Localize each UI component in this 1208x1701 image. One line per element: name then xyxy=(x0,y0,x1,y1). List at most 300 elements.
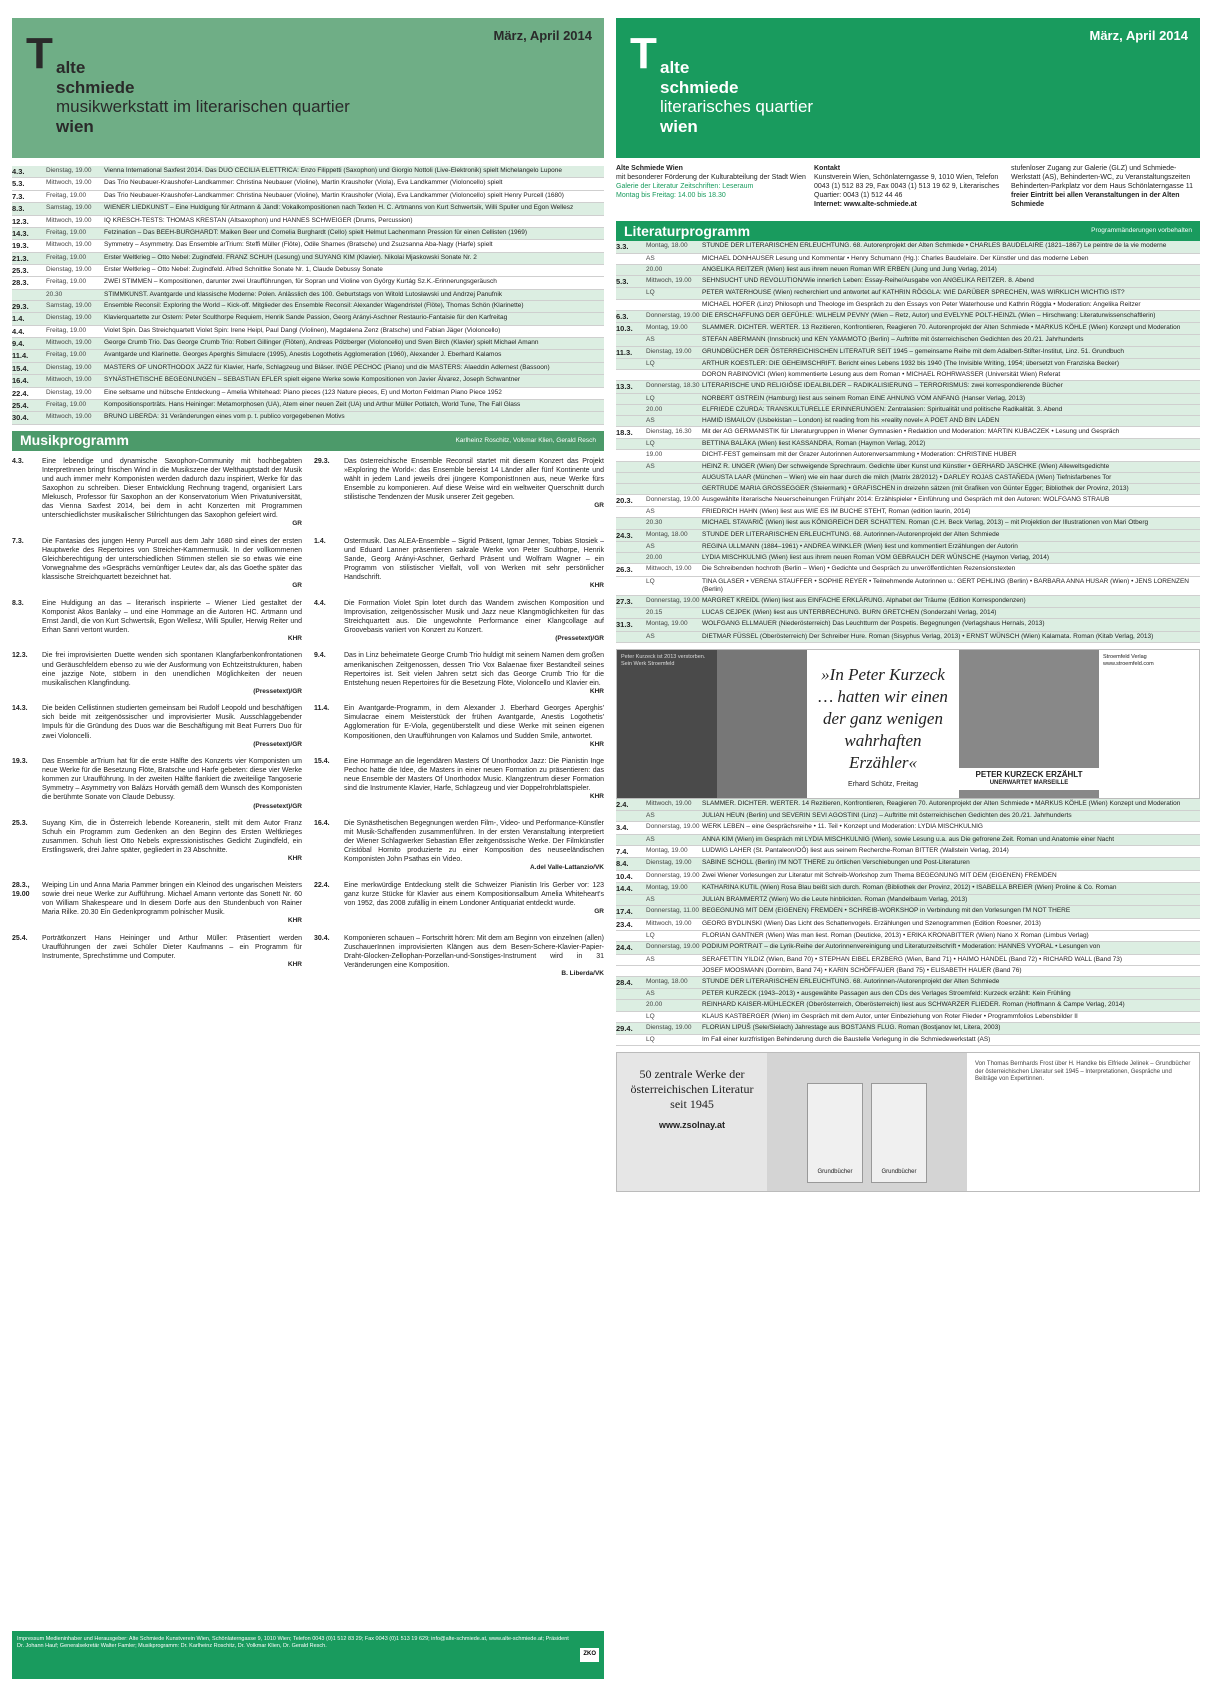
literature-date: 8.4. xyxy=(616,859,629,869)
description-initials: A.del Valle-Lattanzio/VK xyxy=(529,864,604,872)
literature-row xyxy=(616,955,1200,966)
event-date: 8.3. xyxy=(12,204,25,214)
literature-time: AS xyxy=(646,508,655,516)
event-text: Fetzination – Das BEEH-BURGHARDT: Maiken Beer und Cornelia Burghardt (Cello) spielt Helmut Lachenmann Pression für einen Cellisten (1969) xyxy=(104,228,528,236)
literature-date xyxy=(616,812,646,820)
literature-date: 20.3. xyxy=(616,495,633,505)
literature-row xyxy=(616,1000,1200,1011)
literature-row xyxy=(616,427,1200,439)
event-time: Dienstag, 19.00 xyxy=(46,388,92,396)
literature-date: 6.3. xyxy=(616,311,629,321)
description-initials: (Pressetext)/GR xyxy=(253,740,302,748)
literature-date: 3.3. xyxy=(616,242,629,252)
literature-time xyxy=(646,371,702,379)
literature-text: DICHT-FEST gemeinsam mit der Grazer Autorinnen Autorenversammlung • Moderation: CHRISTINE HUBER xyxy=(702,451,1017,459)
literature-time: LQ xyxy=(646,932,655,940)
literature-text: Mit der AG GERMANISTIK für Literaturgruppen in Wiener Gymnasien • Redaktion und Moderation: MARTIN KUBACZEK • Lesung und Gespräch xyxy=(702,427,1120,435)
info-block xyxy=(616,158,1200,215)
literature-time xyxy=(646,474,702,482)
description-body xyxy=(344,599,604,644)
event-date: 28.3. xyxy=(12,278,29,288)
literature-date xyxy=(616,371,646,379)
literature-time: AS xyxy=(646,812,655,820)
literature-text: MICHAEL DONHAUSER Lesung und Kommentar • Henry Schumann (Hg.): Charles Baudelaire. Der Künstler und das moderne Leben xyxy=(702,254,1089,262)
description-body xyxy=(42,537,302,591)
event-text: Kompositionsporträts. Hans Heininger: Metamorphosen (UA), Atem einer neuen Zeit (UA) und Arthur Müller Potlatch, World Tune, The Fall Glass xyxy=(104,400,521,408)
event-text: Vienna International Saxfest 2014. Das DUO CECILIA ELETTRICA: Enzo Filippetti (Saxophon) und Giorgio Nottoli (Live-Elektronik) spielt Michelangelo Lupone xyxy=(104,167,563,174)
literature-text: SLAMMER. DICHTER. WERTER. 14 Rezitieren, Konfrontieren, Reagieren 70. Autorenprojekt der Alten Schmiede • MARKUS KÖHLE (Wien) Konzept und Moderation xyxy=(702,799,1181,807)
masthead-line3: literarisches quartier xyxy=(660,97,814,117)
kurzeck-ad xyxy=(616,649,1200,799)
event-text: Eine seltsame und hübsche Entdeckung – Amelia Whitehead: Piano pieces (123 Nature pieces, E) und Morton Feldman Piano Piece 1952 xyxy=(104,388,502,396)
literature-date: 23.4. xyxy=(616,919,633,929)
event-row xyxy=(12,375,604,387)
literature-row xyxy=(616,619,1200,631)
literature-row xyxy=(616,564,1200,576)
literature-row xyxy=(616,883,1200,895)
imprint-logos xyxy=(580,1636,599,1674)
literature-time: Donnerstag, 19.00 xyxy=(646,311,700,319)
info-contact: Kunstverein Wien, Schönlaterngasse 9, 1010 Wien, Telefon 0043 (1) 512 83 29, Fax 0043 (1) 513 19 62 9, Literarisches Quartier: 0043 (1) 512 44 46 xyxy=(814,174,1000,200)
literature-date xyxy=(616,990,646,998)
event-time: Dienstag, 19.00 xyxy=(46,363,92,371)
description-text: Eine Huldigung an das – literarisch inspirierte – Wiener Lied gestaltet der Komponist Akos Banlaky – und eine Hommage an die Autoren HC. Artmann und Ernst Jandl, die von Kurt Schwertsik, Egon Wellesz, Willi Spuller, Herwig Reiter und Erhan Sanri vertont wurden. xyxy=(42,599,302,634)
literature-date xyxy=(616,519,646,527)
literature-date xyxy=(616,451,646,459)
event-date: 1.4. xyxy=(12,314,25,324)
logo-t: T xyxy=(26,29,53,78)
literature-text: STUNDE DER LITERARISCHEN ERLEUCHTUNG. 68. Autorenprojekt der Alten Schmiede • CHARLES BAUDELAIRE (1821–1867) Le peintre de la vie moderne xyxy=(702,242,1167,250)
literature-time: Donnerstag, 18.30 xyxy=(646,382,700,390)
literature-text: LUCAS CEJPEK (Wien) liest aus UNTERBRECHUNG. BURN GRETCHEN (Sonderzahl Verlag, 2014) xyxy=(702,609,997,617)
event-text: Klavierquartette zur Ostern: Peter Sculthorpe Requiem, Henrik Sande Passion, Georg Arányi-Aschner Restaurio-Fantaisie für den Karfreitag xyxy=(104,314,508,322)
literature-row xyxy=(616,254,1200,265)
literature-row xyxy=(616,276,1200,288)
literature-text: HAMID ISMAILOV (Usbekistan – London) ist reading from his »reality novel« A POET AND BIN LADEN xyxy=(702,416,1000,424)
description-text: Das in Linz beheimatete George Crumb Trio huldigt mit seinem Namen dem großen amerikanischen Zeitgenossen, dessen Trio Vox Balaenae fixer Bestandteil seines Repertoires ist. Seit vielen Jahren setzt sich das George Crumb Trio für die Entstehung neuen Repertoires für die Besetzung Flöte, Violoncello und Klavier ein. xyxy=(344,652,604,687)
literature-date: 5.3. xyxy=(616,277,629,287)
description-text: Die frei improvisierten Duette wenden sich spontanen Klangfarbenkonfrontationen und Geräuschfeldern ebenso zu wie der Ausformung von Echtzeitstrukturen, haben eine jazzige Note, stöbern in den unendlichen Möglichkeiten der neuen musikalischen Klangfindung. xyxy=(42,652,302,687)
event-time: Dienstag, 19.00 xyxy=(46,314,92,322)
event-time: Mittwoch, 19.00 xyxy=(46,413,92,421)
literature-time xyxy=(646,967,702,975)
literature-text: JULIAN BRAMMERTZ (Wien) Wo die Leute hinblickten. Roman (Mandelbaum Verlag, 2013) xyxy=(702,896,968,904)
masthead-title xyxy=(56,58,350,136)
event-date: 4.3. xyxy=(12,167,25,176)
description-date: 16.4. xyxy=(314,819,330,827)
masthead-date: März, April 2014 xyxy=(1089,28,1188,43)
literature-date: 13.3. xyxy=(616,382,633,392)
ad2-title: 50 zentrale Werke der österreichischen Literatur seit 1945 xyxy=(630,1067,754,1112)
event-date: 19.3. xyxy=(12,241,29,251)
literature-row xyxy=(616,359,1200,370)
literature-time: Montag, 18.00 xyxy=(646,530,688,538)
event-row xyxy=(12,290,604,301)
literature-section-bar xyxy=(616,221,1200,241)
literature-text: NORBERT GSTREIN (Hamburg) liest aus seinem Roman EINE AHNUNG VOM ANFANG (Hanser Verlag, 2013) xyxy=(702,394,1026,402)
literature-time: Montag, 18.00 xyxy=(646,242,688,250)
literature-text: STEFAN ABERMANN (Innsbruck) und KEN YAMAMOTO (Berlin) – Auftritte mit österreichischen Gedichten des 20./21. Jahrhunderts xyxy=(702,336,1084,344)
literature-date xyxy=(616,836,646,844)
literature-time: AS xyxy=(646,955,655,963)
music-descriptions xyxy=(12,457,604,979)
event-text: George Crumb Trio. Das George Crumb Trio: Robert Gillinger (Flöten), Andreas Pölzberger (Violoncello) und Sven Birch (Klavier) spielt Michael Amann xyxy=(104,339,539,346)
description-item xyxy=(12,819,302,873)
literature-text: ARTHUR KOESTLER: DIE GEHEIMSCHRIFT. Bericht eines Lebens 1932 bis 1940 (The Invisible Writing, 1954; übersetzt von Franziska Becker) xyxy=(702,359,1120,367)
literature-time: Montag, 19.00 xyxy=(646,883,688,891)
music-masthead xyxy=(12,18,604,158)
event-date: 11.4. xyxy=(12,351,29,361)
event-time: Mittwoch, 19.00 xyxy=(46,376,92,384)
literature-date xyxy=(616,578,646,594)
literature-text: SEHNSUCHT UND REVOLUTION/Wie innerlich Leben: Essay-Reihe/Ausgabe von ANGELIKA REITZER. 8. Abend xyxy=(702,277,1034,285)
event-row xyxy=(12,412,604,424)
description-initials: KHR xyxy=(589,793,604,801)
event-time: Freitag, 19.00 xyxy=(46,191,87,199)
literature-row xyxy=(616,931,1200,942)
description-initials: GR xyxy=(594,908,604,916)
literature-time: Mittwoch, 19.00 xyxy=(646,799,692,807)
description-initials: KHR xyxy=(287,960,302,968)
literature-text: FLORIAN GANTNER (Wien) Was man liest. Roman (Deuticke, 2013) • ERIKA KRONABITTER (Wien) Nano X Roman (Limbus Verlag) xyxy=(702,932,1089,940)
description-text: Ein Avantgarde-Programm, in dem Alexander J. Eberhard Georges Aperghis' Simulacrae einem Meisterstück der frühen Avantgarde, Anestis Logothetis' Agglomeration für E-Viola, gegenüberstellt und diese Werke mit seinen eigenen Kompositionen, den Uraufführungen von Kalamos und Sudden Smile, antwortet. xyxy=(344,705,604,740)
literature-time: Dienstag, 19.00 xyxy=(646,1023,692,1031)
literature-text: ANNA KIM (Wien) im Gespräch mit LYDIA MISCHKULNIG (Wien), sowie Lesung u.a. aus Die gefrorene Zeit. Roman und Anatomie einer Nacht xyxy=(702,835,1115,843)
literature-time: Mittwoch, 19.00 xyxy=(646,919,692,927)
music-event-list xyxy=(12,166,604,425)
literature-row xyxy=(616,846,1200,858)
section-title: Musikprogramm xyxy=(20,431,129,448)
literature-row xyxy=(616,966,1200,977)
literature-text: WERK LEBEN – eine Gesprächsreihe • 11. Teil • Konzept und Moderation: LYDIA MISCHKULNIG xyxy=(702,823,983,831)
literature-time: LQ xyxy=(646,440,655,448)
event-date: 25.3. xyxy=(12,266,29,275)
literature-row xyxy=(616,799,1200,811)
literature-text: Die Schreibenden hochroth (Berlin – Wien) • Gedichte und Gespräch zu unveröffentlichten Rezensionstexten xyxy=(702,565,1016,573)
description-body xyxy=(344,457,604,529)
literature-row xyxy=(616,608,1200,619)
literature-time: AS xyxy=(646,990,655,998)
literature-row xyxy=(616,919,1200,931)
description-date: 28.3., 19.00 xyxy=(12,881,30,898)
music-section-bar xyxy=(12,431,604,451)
literature-text: BETTINA BALÀKA (Wien) liest KASSANDRA, Roman (Haymon Verlag, 2012) xyxy=(702,440,926,448)
event-row xyxy=(12,178,604,190)
literature-row xyxy=(616,906,1200,918)
literature-time: LQ xyxy=(646,289,655,297)
event-date: 4.4. xyxy=(12,326,25,336)
description-date: 12.3. xyxy=(12,652,28,660)
event-row xyxy=(12,326,604,338)
event-time: Freitag, 19.00 xyxy=(46,228,87,236)
event-row xyxy=(12,228,604,240)
info-org: Alte Schmiede Wien xyxy=(616,165,683,172)
event-date: 5.3. xyxy=(12,179,25,189)
literature-time: 20.00 xyxy=(646,554,663,562)
description-body xyxy=(344,881,604,926)
description-text: Eine lebendige und dynamische Saxophon-Community mit hochbegabten InterpretInnen bringt frischen Wind in die Musikszene der Welthauptstadt der Musik und auch immer mehr Komponisten werden dadurch dazu inspiriert, Werke für das Saxophon zu schreiben. Dieser Entwicklung Rechnung tragend, organisiert Lars Mlekusch, Professor für Saxophon an der Konservatorium Wien Privatuniversität, das Vienna Saxfest 2014, bei dem in acht Konzerten mit Programmen unterschiedlichster musikalischer Stilrichtungen das Saxophon gefeiert wird. xyxy=(42,457,302,520)
description-initials: KHR xyxy=(589,687,604,695)
literature-time: 20.00 xyxy=(646,1001,663,1009)
description-body xyxy=(344,651,604,696)
info-col-3 xyxy=(1011,164,1200,209)
literature-time: LQ xyxy=(646,577,655,585)
description-body xyxy=(42,599,302,644)
description-date: 15.4. xyxy=(314,758,330,766)
event-time: Freitag, 19.00 xyxy=(46,253,87,261)
ad2-text: Von Thomas Bernhards Frost über H. Handke bis Elfriede Jelinek – Grundbücher der österreichischen Literatur seit 1945 – Interpretationen, Gespräche und Beiträge von Expertinnen. xyxy=(975,1061,1191,1083)
literature-row xyxy=(616,370,1200,381)
literature-date xyxy=(616,360,646,368)
literature-date: 31.3. xyxy=(616,620,633,630)
description-date: 14.3. xyxy=(12,705,28,713)
ad2-url[interactable]: www.zsolnay.at xyxy=(658,1120,725,1131)
description-date: 8.3. xyxy=(12,599,24,607)
description-text: Die Fantasias des jungen Henry Purcell aus dem Jahr 1680 sind eines der ersten Hauptwerke des Repertoires von Streicher-Kammermusik. In der vollkommenen Gleichberechtigung der unterschiedlichen Stimmen stellen sie so etwas wie eine Vorwegnahme des »Gesprächs vernünftiger Leute« dar, als das Goethe später das klassische Streichquartett bezeichnet hat. xyxy=(42,537,302,582)
masthead-line3: musikwerkstatt im literarischen quartier xyxy=(56,97,350,117)
literature-date xyxy=(616,956,646,964)
literature-text: STUNDE DER LITERARISCHEN ERLEUCHTUNG. 68. Autorinnen-/Autorenprojekt der Alten Schmiede xyxy=(702,977,1000,985)
event-time: Mittwoch, 19.00 xyxy=(46,179,92,187)
literature-time: AS xyxy=(646,254,655,262)
literature-date: 18.3. xyxy=(616,427,633,437)
description-body xyxy=(42,881,302,926)
description-item xyxy=(12,651,302,696)
literature-text: DORON RABINOVICI (Wien) kommentierte Lesung aus dem Roman • MICHAEL ROHRWASSER (Universität Wien) Referat xyxy=(702,371,1061,379)
description-date: 25.4. xyxy=(12,934,28,942)
literature-date: 27.3. xyxy=(616,596,633,606)
event-text: IQ KRESCH-TESTS: THOMAS KRESTAN (Altsaxophon) und HANNES SCHWEIGER (Drums, Percussion) xyxy=(104,216,413,224)
description-text: Die beiden Cellistinnen studierten gemeinsam bei Rudolf Leopold und beschäftigen sich beide mit zeitgenössischer und improvisierter Musik. Ausschlaggebender Impuls für die Gründung des Duos war die Beschäftigung mit Beat Furrers Duo für zwei Violoncelli. xyxy=(42,705,302,740)
ad-caption xyxy=(959,768,1099,790)
literature-date: 24.4. xyxy=(616,943,633,953)
literature-row xyxy=(616,530,1200,542)
ad-far-text: Stroemfeld Verlag www.stroemfeld.com xyxy=(1103,653,1154,667)
masthead-title xyxy=(660,58,813,136)
literature-time: AS xyxy=(646,416,655,424)
description-text: Suyang Kim, die in Österreich lebende Koreanerin, stellt mit dem Autor Franz Schuh ein Programm zum Gedenken an den Beginn des Ersten Weltkrieges zusammen. Schuh liest Otto Nebels expressionistisches Gedicht Zugindfeld, ein Erstlingswerk, drei Jahre später, gegliedert in 23 Abschnitte. xyxy=(42,819,302,855)
event-text: Erster Weltkrieg – Otto Nebel: Zugindfeld. FRANZ SCHUH (Lesung) und SUYANG KIM (Klavier). Nikolai Mjaskowski Sonate Nr. 2 xyxy=(104,253,477,261)
literature-text: PETER KURZECK (1943–2013) • ausgewählte Passagen aus den CDs des Verlages Stroemfeld: Kurzeck erzählt: Kein Frühling xyxy=(702,990,1071,998)
event-row xyxy=(12,191,604,203)
literature-time: 20.00 xyxy=(646,405,663,413)
info-access: stufenloser Zugang zur Galerie (GLZ) und Schmiede-Werkstatt (AS), Behinderten-WC, zu Veranstaltungszeiten Behinderten-Parkplatz vor dem Haus Schönlaterngasse 11 xyxy=(1011,165,1193,191)
description-date: 19.3. xyxy=(12,758,28,766)
literature-time: AS xyxy=(646,896,655,904)
literature-time: AS xyxy=(646,542,655,550)
ad-left-text: Peter Kurzeck ist 2013 verstorben. Sein Werk Stroemfeld xyxy=(617,650,717,798)
literature-row xyxy=(616,596,1200,608)
literature-time: LQ xyxy=(646,1036,655,1044)
literature-text: Zwei Wiener Vorlesungen zur Literatur mit Schreib-Workshop zum Thema BEGEGNUNG MIT DEM (EIGENEN) FREMDEN xyxy=(702,871,1057,879)
description-body xyxy=(344,537,604,591)
event-text: Avantgarde und Klarinette. Georges Aperghis Simulacre (1995), Anestis Logothetis Agglomeration (1960), Alexander J. Eberhard Kalamos xyxy=(104,351,502,359)
literature-text: Im Fall einer kurzfristigen Behinderung durch die Baustelle Verlegung in die Schmiedewerkstatt (AS) xyxy=(702,1036,991,1044)
event-row xyxy=(12,363,604,375)
description-body xyxy=(344,704,604,749)
literature-date xyxy=(616,301,646,309)
literature-row xyxy=(616,439,1200,450)
literature-row xyxy=(616,518,1200,529)
description-initials: KHR xyxy=(287,917,302,925)
literature-time xyxy=(646,485,702,493)
literature-text: FRIEDRICH HAHN (Wien) liest aus WIE ES IM BUCHE STEHT, Roman (edition laurin, 2014) xyxy=(702,508,971,516)
literature-row xyxy=(616,895,1200,906)
description-item xyxy=(314,599,604,644)
description-date: 25.3. xyxy=(12,819,28,827)
masthead-line2: schmiede xyxy=(660,77,739,97)
literature-date: 28.4. xyxy=(616,977,633,987)
description-item xyxy=(12,934,302,979)
description-item xyxy=(12,537,302,591)
description-text: Ostermusik. Das ALEA-Ensemble – Sigrid Präsent, Igmar Jenner, Tobias Stosiek – und Eduard Lanner präsentieren sakrale Werke von Peter Sculthorpe, Henrik Sande, Georg Arányi-Aschner, Gerhard Präsent und Wolfram Wagner – ein Programm von stilistischer Vielfalt, voll von Werken mit sehr persönlicher Handschrift. xyxy=(344,537,604,582)
literature-time: Donnerstag, 19.00 xyxy=(646,823,700,831)
literature-text: GERTRUDE MARIA GROSSEGGER (Steiermark) • GRAFISCHEN in dreizehn sätzen (mit Grafiken von Günter Egger; Bibliothek der Provinz, 2013) xyxy=(702,484,1129,492)
description-date: 7.3. xyxy=(12,537,24,545)
literature-row xyxy=(616,462,1200,473)
literature-date xyxy=(616,406,646,414)
literature-row xyxy=(616,381,1200,393)
description-initials: KHR xyxy=(589,740,604,748)
sponsor-logo: ZKO xyxy=(580,1648,599,1662)
book-cover: Grundbücher xyxy=(871,1083,927,1183)
description-body xyxy=(42,651,302,696)
literature-time: 20.00 xyxy=(646,265,663,273)
literature-time: AS xyxy=(646,835,655,843)
masthead-date: März, April 2014 xyxy=(493,28,592,43)
literature-text: PETER WATERHOUSE (Wien) recherchiert und antwortet auf KATHRIN RÖGGLA: WIE DARÜBER SPRECHEN, WAS WIRKLICH WICHTIG IST? xyxy=(702,289,1125,297)
literature-row xyxy=(616,265,1200,276)
ad-quote xyxy=(807,650,959,798)
literature-date xyxy=(616,633,646,641)
event-row xyxy=(12,240,604,252)
event-date: 12.3. xyxy=(12,216,29,226)
literature-date xyxy=(616,609,646,617)
literature-text: WOLFGANG ELLMAUER (Niederösterreich) Das Leuchtturm der Pospetis. Begegnungen (Verlagshaus Hernals, 2013) xyxy=(702,620,1045,628)
event-time: Freitag, 19.00 xyxy=(46,351,87,359)
ad-quote-text: »In Peter Kurzeck … hatten wir einen der ganz wenigen wahrhaften Erzähler« xyxy=(818,664,948,773)
masthead-line4: wien xyxy=(56,116,94,136)
event-date: 16.4. xyxy=(12,376,29,386)
masthead-line4: wien xyxy=(660,116,698,136)
literature-date xyxy=(616,896,646,904)
description-item xyxy=(314,457,604,529)
literature-time: Donnerstag, 11.00 xyxy=(646,907,699,915)
literature-time: Montag, 19.00 xyxy=(646,620,688,628)
literature-text: HEINZ R. UNGER (Wien) Der schweigende Sprechraum. Gedichte über Kunst und Künstler • GERHARD JASCHKE (Wien) Alleweltsgedichte xyxy=(702,462,1110,470)
event-text: STIMMKUNST. Avantgarde und klassische Moderne: Polen. Anlässlich des 100. Geburtstags von Witold Lutosławski und Andrzej Panufnik xyxy=(104,290,503,298)
literature-row xyxy=(616,405,1200,416)
literature-row xyxy=(616,577,1200,596)
literature-time: Dienstag, 19.00 xyxy=(646,347,692,355)
literature-text: Ausgewählte literarische Neuerscheinungen Frühjahr 2014: Erzählspieler • Einführung und Gespräch mit den Autoren: WOLFGANG STRAUB xyxy=(702,495,1110,503)
literature-date xyxy=(616,508,646,516)
literature-date: 14.4. xyxy=(616,883,633,893)
description-body xyxy=(344,757,604,811)
event-text: Erster Weltkrieg – Otto Nebel: Zugindfeld. Alfred Schnittke Sonate Nr. 1, Claude Debussy Sonate xyxy=(104,266,383,273)
description-initials: GR xyxy=(292,582,302,590)
literature-text: JULIAN HEUN (Berlin) und SEVERIN SEVI AGOSTINI (Linz) – Auftritte mit österreichischen Gedichten des 20./21. Jahrhunderts xyxy=(702,812,1072,820)
description-initials: (Pressetext)/GR xyxy=(253,802,302,810)
event-date: 21.3. xyxy=(12,253,29,263)
info-funding: mit besonderer Förderung der Kulturabteilung der Stadt Wien xyxy=(616,174,806,182)
event-row xyxy=(12,203,604,215)
event-row xyxy=(12,216,604,228)
description-item xyxy=(314,537,604,591)
literature-row xyxy=(616,811,1200,822)
event-row xyxy=(12,350,604,362)
event-date: 22.4. xyxy=(12,388,29,398)
literature-event-list-april xyxy=(616,799,1200,1046)
event-time: Freitag, 19.00 xyxy=(46,400,87,408)
literature-date xyxy=(616,485,646,493)
event-row xyxy=(12,277,604,289)
literature-row xyxy=(616,858,1200,870)
literature-text: JOSEF MOOSMANN (Dornbirn, Band 74) • KARIN SCHÖFFAUER (Band 75) • ELISABETH HAUER (Band 76) xyxy=(702,966,1022,974)
ad2-title-block xyxy=(617,1053,767,1191)
event-time: Dienstag, 19.00 xyxy=(46,266,92,273)
info-internet[interactable]: Internet: www.alte-schmiede.at xyxy=(814,201,917,209)
literature-row xyxy=(616,835,1200,846)
literature-time: 20.15 xyxy=(646,609,663,617)
section-note: Programmänderungen vorbehalten xyxy=(1091,227,1192,235)
description-text: Eine merkwürdige Entdeckung stellt die Schweizer Pianistin Iris Gerber vor: 123 ganz kurze Stücke für Klavier aus einem Kompositionsalbum Amelia Whiteheart's von 1952, das 2008 zufällig in einem Londoner Antiquariat entdeckt wurde. xyxy=(344,881,604,908)
literature-time: Donnerstag, 19.00 xyxy=(646,943,700,951)
literature-time xyxy=(646,301,702,309)
literature-text: LUDWIG LAHER (St. Pantaleon/OÖ) liest aus seinem Recherche-Roman BITTER (Wallstein Verlag, 2014) xyxy=(702,846,1009,854)
description-item xyxy=(12,704,302,749)
literature-date: 11.3. xyxy=(616,347,633,357)
event-text: Violet Spin. Das Streichquartett Violet Spin: Irene Heipl, Paul Dangl (Violinen), Magdalena Zenz (Bratsche) und Fabian Jäger (Violoncello) xyxy=(104,326,501,334)
literature-date xyxy=(616,289,646,297)
literature-time: Donnerstag, 19.00 xyxy=(646,495,700,503)
literature-date: 7.4. xyxy=(616,846,629,856)
literature-row xyxy=(616,495,1200,507)
event-time: Mittwoch, 19.00 xyxy=(46,216,92,224)
literature-text: FLORIAN LIPUŠ (Sele/Sielach) Jahrestage aus BOSTJANS FLUG. Roman (Bostjanov let, Litera, 2003) xyxy=(702,1023,1001,1031)
literature-row xyxy=(616,632,1200,643)
logo-t: T xyxy=(630,29,657,78)
event-text: WIENER LIEDKUNST – Eine Huldigung für Artmann & Jandl: Vokalkompositionen nach Texten H. C. Artmanns von Kurt Schwertsik, Willi Spuller und Egon Wellesz xyxy=(104,204,574,212)
literature-date: 10.4. xyxy=(616,871,633,881)
event-row xyxy=(12,265,604,277)
literature-row xyxy=(616,473,1200,484)
literature-date xyxy=(616,336,646,344)
description-item xyxy=(314,704,604,749)
description-date: 9.4. xyxy=(314,652,326,660)
event-date: 14.3. xyxy=(12,228,29,238)
literature-time: Mittwoch, 19.00 xyxy=(646,565,692,573)
event-date: 9.4. xyxy=(12,339,25,348)
literature-date: 3.4. xyxy=(616,823,629,833)
literature-date xyxy=(616,554,646,562)
description-date: 4.3. xyxy=(12,457,24,465)
literature-text: SLAMMER. DICHTER. WERTER. 13 Rezitieren, Konfrontieren, Reagieren 70. Autorenprojekt der Alten Schmiede • MARKUS KÖHLE (Wien) Konzept und Moderation xyxy=(702,324,1181,332)
event-time: Dienstag, 19.00 xyxy=(46,167,92,174)
book-cover: Grundbücher xyxy=(807,1083,863,1183)
literature-time: Dienstag, 19.00 xyxy=(646,859,692,867)
literature-row xyxy=(616,942,1200,954)
description-item xyxy=(12,757,302,811)
event-time: Samstag, 19.00 xyxy=(46,301,92,309)
info-free-entry: freier Eintritt bei allen Veranstaltungen in der Alten Schmiede xyxy=(1011,192,1180,209)
event-time: Mittwoch, 19.00 xyxy=(46,241,92,249)
description-text: Das österreichische Ensemble Reconsil startet mit diesem Konzert das Projekt »Exploring the World«: das Ensemble bereist 14 Länder aller fünf Kontinente und wählt in jedem Land jeweils drei jüngere KomponistInnen aus, neue Werke fürs Ensemble zu komponieren. Auf diese Weise wird ein weltweiter Querschnitt durch stilistische Tendenzen der Musik unserer Zeit gegeben. xyxy=(344,457,604,501)
literature-date xyxy=(616,932,646,940)
literature-text: REINHARD KAISER-MÜHLECKER (Oberösterreich, Oberösterreich) liest aus SCHWARZER FLIEDER. Roman (Hoffmann & Campe Verlag, 2014) xyxy=(702,1001,1125,1009)
description-body xyxy=(344,934,604,979)
description-initials: B. Liberda/VK xyxy=(561,970,604,978)
